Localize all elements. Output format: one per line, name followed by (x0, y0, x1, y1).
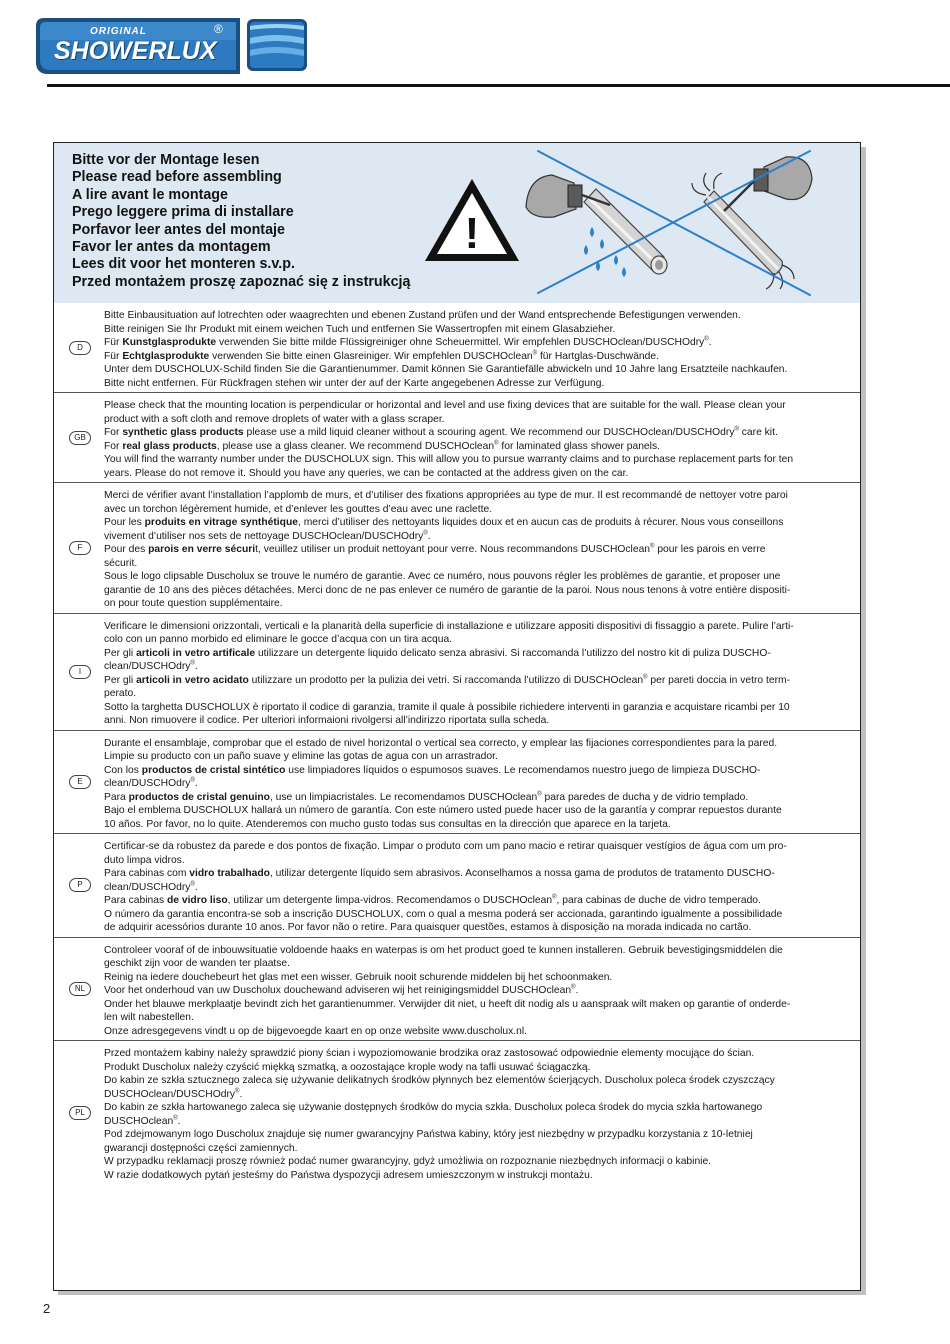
text-line (104, 1142, 848, 1156)
text-segment: . (239, 1088, 243, 1100)
bold-term: produits en vitrage synthétique (144, 517, 298, 528)
text-line (104, 597, 848, 611)
text-segment: Pod zdejmowanym logo Duscholux znajduje się numer gwarancyjny Państwa kabiny, który jest niezbędny w przypadku korzystania z 10-letniej (104, 1129, 753, 1140)
text-segment: . (194, 661, 198, 672)
text-line (104, 998, 848, 1012)
text-line (104, 867, 848, 881)
text-segment: t, veuillez utiliser un produit nettoyant pour verre. Nous recommandons DUSCHOclean (255, 544, 651, 555)
text-line (104, 467, 848, 481)
text-segment: Voor het onderhoud van uw Duscholux douchewand adviseren wij het reinigingsmiddel DUSCHOclean (104, 985, 572, 996)
text-line (104, 620, 848, 634)
text-segment: Produkt Duscholux należy czyścić miękką szmatką, a oozostające krople wody na tafli usuwać ściągaczką. (104, 1061, 591, 1073)
registered-mark: ® (190, 660, 195, 667)
registered-mark: ® (494, 440, 499, 447)
text-line (104, 336, 848, 350)
text-segment: avec un torchon légèrement humide, et d’enlever les gouttes d’eau avec une raclette. (104, 503, 493, 515)
text-segment: Pour des (104, 544, 149, 555)
text-segment: duto limpa vidros. (104, 854, 185, 866)
banner-title-en: Please read before assembling (72, 169, 282, 186)
logo-brand-text: SHOWERLUX (54, 37, 217, 65)
bold-term: Echtglasprodukte (122, 350, 210, 362)
bold-term: parois en verre sécuri (148, 544, 256, 555)
text-segment: anni. Non rimuovere il codice. Per ulteriori informaioni rivolgersi all’indirizzo riportata sulla scheda. (104, 715, 550, 726)
text-segment: O número da garantia encontra-se sob a inscrição DUSCHOLUX, com o qual a mesma poderá ser accionada, garantindo igualmente a possibilidade (104, 908, 783, 920)
text-line (104, 944, 848, 958)
text-segment: years. Please do not remove it. Should you have any queries, we can be contacted at the address given on the car. (104, 467, 629, 479)
section-pl (54, 1040, 860, 1184)
text-line (104, 777, 848, 791)
banner-title-pt: Favor ler antes da montagem (72, 239, 271, 256)
text-line (104, 854, 848, 868)
text-segment: 10 años. Por favor, no lo quite. Atenderemos con mucho gusto todas sus consultas en la dirección que aparece en la tarjeta. (104, 818, 671, 830)
language-badge: NL (69, 982, 91, 996)
text-segment: Bitte nicht entfernen. Für Rückfragen stehen wir unter der auf der Karte angegebenen Adresse zur Verfügung. (104, 377, 605, 389)
text-segment: You will find the warranty number under the DUSCHOLUX sign. This will allow you to pursue warranty claims and to purchase replacement parts for ten (104, 454, 794, 465)
logo-registered-mark: ® (214, 22, 223, 36)
text-segment: Controleer vooraf of de inbouwsituatie voldoende haaks en waterpas is om het product goed te kunnen installeren. Gebruik bevestigingsmiddelen die (104, 944, 783, 956)
text-line (104, 570, 848, 584)
language-column (54, 614, 104, 730)
bold-term: productos de cristal sintético (141, 764, 286, 776)
banner-title-fr: A lire avant le montage (72, 186, 228, 203)
bold-term: productos de cristal genuino (128, 791, 270, 803)
text-line (104, 984, 848, 998)
text-line (104, 309, 848, 323)
text-line (104, 399, 848, 413)
registered-mark: ® (571, 984, 576, 991)
cross-mark-icon (538, 151, 810, 295)
language-badge: F (69, 541, 91, 555)
language-badge: E (69, 775, 91, 789)
text-segment: W razie dodatkowych pytań jesteśmy do Państwa dyspozycji adresem umieszczonym w instrukcji montażu. (104, 1169, 593, 1181)
text-line (104, 1101, 848, 1115)
text-segment: , utilizar um detergente limpa-vidros. Recomendamos o DUSCHOclean (227, 895, 553, 906)
registered-mark: ® (643, 674, 648, 681)
registered-mark: ® (423, 530, 428, 537)
banner-title-it: Prego leggere prima di installare (72, 204, 294, 221)
text-segment: on pour toute question supplémentaire. (104, 598, 283, 609)
text-segment: vivement d’utiliser nos sets de nettoyage DUSCHOclean/DUSCHOdry (104, 530, 424, 542)
text-segment: Do kabin ze szkła sztucznego zaleca się używanie delikatnych środków płynnych bez elementów ścierjących. Duscholux poleca środek czyszczący (104, 1075, 775, 1086)
text-line (104, 1074, 848, 1088)
text-line (104, 921, 848, 935)
registered-mark: ® (235, 1088, 240, 1095)
bold-term: articoli in vetro artificale (136, 647, 256, 659)
language-column (54, 1041, 104, 1184)
text-line (104, 647, 848, 661)
text-segment: Reinig na iedere douchebeurt het glas met een wisser. Gebruik nooit schurende middelen bij het schoonmaken. (104, 971, 613, 983)
text-line (104, 633, 848, 647)
text-segment: Bajo el emblema DUSCHOLUX hallará un número de garantía. Con este número usted puede hacer uso de la garantía y comprar repuestos durante (104, 805, 782, 816)
registered-mark: ® (704, 336, 709, 343)
section-text (104, 303, 860, 392)
instructions-frame (53, 142, 861, 1291)
language-column (54, 393, 104, 482)
text-line (104, 453, 848, 467)
text-segment: Con los (104, 764, 142, 776)
text-line (104, 1011, 848, 1025)
text-segment: clean/DUSCHOdry (104, 881, 191, 893)
text-segment: Merci de vérifier avant l’installation l’applomb de murs, et d’utiliser des fixations appropriées au type de mur. Il est recommandé de nettoyer votre paroi (104, 490, 788, 501)
text-line (104, 350, 848, 364)
text-segment: For (104, 427, 123, 438)
logo-original-text: ORIGINAL (90, 26, 147, 37)
text-line (104, 737, 848, 751)
text-line (104, 957, 848, 971)
showerlux-logo (34, 16, 306, 74)
text-segment: Do kabin ze szkła hartowanego zaleca się używanie dostępnych środków do mycia szkła. Duscholux poleca środek do mycia szkła hartowanego (104, 1102, 763, 1113)
text-line (104, 894, 848, 908)
language-badge: I (69, 665, 91, 679)
text-line (104, 971, 848, 985)
bold-term: de vidro liso (166, 895, 228, 906)
text-line (104, 377, 848, 391)
text-segment: clean/DUSCHOdry (104, 778, 191, 789)
text-segment: please use a mild liquid cleaner without a scouring agent. We recommend our DUSCHOclean/DUSCHOdry (243, 427, 735, 438)
text-line (104, 791, 848, 805)
section-d (54, 303, 860, 392)
language-column (54, 483, 104, 613)
text-segment: para paredes de ducha y de vidrio templado. (541, 791, 749, 803)
text-segment: for laminated glass shower panels. (498, 440, 660, 452)
text-segment: pour les parois en verre (654, 544, 766, 555)
language-column (54, 303, 104, 392)
section-text (104, 614, 860, 730)
text-segment: für Hartglas-Duschwände. (537, 350, 659, 362)
registered-mark: ® (552, 894, 557, 901)
read-before-banner (54, 143, 860, 303)
text-line (104, 1025, 848, 1039)
text-segment: Verificare le dimensioni orizzontali, verticali e la planarità della superficie di installazione e utilizzare appositi dispositivi di fissaggio a parete. Pulire l’arti- (104, 620, 794, 632)
text-segment: Per gli (104, 647, 137, 659)
text-line (104, 413, 848, 427)
text-segment: Onder het blauwe merkplaatje bevindt zich het garantienummer. Verwijder dit niet, u heeft dit nodig als u aanspraak wilt maken op garantie of onderde- (104, 998, 791, 1010)
text-segment: , use un limpiacristales. Le recomendamos DUSCHOclean (269, 791, 538, 803)
text-segment: geschikt zijn voor de wanden ter plaatse. (104, 958, 291, 969)
text-segment: . (708, 337, 712, 348)
header-rule (47, 84, 950, 87)
text-segment: len wilt nabestellen. (104, 1012, 194, 1023)
text-line (104, 840, 848, 854)
text-line (104, 489, 848, 503)
text-segment: Unter dem DUSCHOLUX-Schild finden Sie die Garantienummer. Damit können Sie Garantiefälle abwickeln und 10 Jahre lang Ersatzteile nachkaufen. (104, 364, 788, 375)
text-line (104, 530, 848, 544)
text-segment: Onze adresgegevens vindt u op de bijgevoegde kaart en op onze website www.duscholux.nl. (104, 1025, 528, 1037)
drill-right-icon (724, 157, 812, 211)
text-segment: , para cabinas de duche de vidro temperado. (556, 895, 761, 906)
banner-title-de: Bitte vor der Montage lesen (72, 152, 260, 168)
bold-term: real glass products (122, 440, 217, 452)
section-p (54, 833, 860, 937)
text-segment: , please use a glass cleaner. We recommend DUSCHOclean (216, 440, 495, 452)
registered-mark: ® (532, 350, 538, 357)
text-segment: Für (104, 337, 123, 348)
text-segment: , merci d’utiliser des nettoyants liquides doux et en aucun cas de produits à récurer. Nous vous conseillons (297, 517, 784, 528)
text-line (104, 323, 848, 337)
page-number: 2 (43, 1301, 51, 1316)
text-segment: . (575, 985, 579, 996)
language-column (54, 834, 104, 937)
text-segment: utilizzare un prodotto per la pulizia dei vetri. Si raccomanda l’utilizzo di DUSCHOclean (248, 674, 644, 686)
registered-mark: ® (650, 543, 655, 550)
text-segment: Przed montażem kabiny należy sprawdzić piony ścian i wypoziomowanie brodzika oraz zastosować odpowiednie elementy mocujące do ścian. (104, 1048, 755, 1059)
text-segment: verwenden Sie bitte milde Flüssigreiniger ohne Scheuermittel. Wir empfehlen DUSCHOclean/DUSCHOdry (216, 337, 705, 348)
text-segment: use limpiadores líquidos o espumosos suaves. Le recomendamos nuestro juego de limpieza DUSCHO- (285, 764, 761, 776)
text-segment: Pour les (104, 517, 145, 528)
text-line (104, 701, 848, 715)
section-nl (54, 937, 860, 1041)
text-line (104, 674, 848, 688)
section-text (104, 393, 860, 482)
language-badge: P (69, 878, 91, 892)
text-segment: . (194, 778, 198, 789)
text-segment: Per gli (104, 674, 137, 686)
banner-title-pl: Przed montażem proszę zapoznać się z instrukcją (72, 273, 411, 290)
text-line (104, 440, 848, 454)
bold-term: synthetic glass products (122, 427, 244, 438)
text-segment: de adquirir acessórios durante 10 anos. Por favor não o retire. Para quaisquer questões, estamos à disposição na morada indicada no cartão. (104, 922, 752, 933)
text-line (104, 1088, 848, 1102)
section-e (54, 730, 860, 834)
text-segment: Please check that the mounting location is perpendicular or horizontal and level and use fixing devices that are suitable for the wall. Please clean your (104, 400, 786, 411)
text-line (104, 426, 848, 440)
text-segment: . (177, 1115, 181, 1127)
text-segment: Bitte reinigen Sie Ihr Produkt mit einem weichen Tuch und entfernen Sie Wassertropfen mit einem Glasabzieher. (104, 323, 616, 335)
text-line (104, 714, 848, 728)
text-segment: Für (104, 350, 123, 362)
text-segment: W przypadku reklamacji proszę również podać numer gwarancyjny, gdyż umożliwia on rozpoznanie niezbędnych informacji o kabinie. (104, 1156, 712, 1167)
text-line (104, 687, 848, 701)
registered-mark: ® (190, 881, 195, 888)
text-line (104, 1061, 848, 1075)
section-text (104, 483, 860, 613)
language-column (54, 938, 104, 1041)
text-segment: colo con un panno morbido ed eliminare le gocce d’acqua con un tira acqua. (104, 634, 453, 645)
text-line (104, 1128, 848, 1142)
text-line (104, 557, 848, 571)
text-segment: Para cabinas (104, 895, 167, 906)
language-column (54, 731, 104, 834)
section-gb (54, 392, 860, 482)
language-badge: PL (69, 1106, 91, 1120)
section-text (104, 731, 860, 834)
text-line (104, 804, 848, 818)
text-line (104, 750, 848, 764)
registered-mark: ® (537, 791, 542, 798)
text-line (104, 543, 848, 557)
text-segment: care kit. (738, 427, 778, 438)
section-text (104, 1041, 860, 1184)
text-segment: Limpie su producto con un paño suave y elimine las gotas de agua con un arrastrador. (104, 751, 498, 762)
text-line (104, 363, 848, 377)
text-segment: Durante el ensamblaje, comprobar que el estado de nivel horizontal o vertical sea correcto, y emplear las fijaciones correspondientes para la pared. (104, 737, 778, 749)
text-line (104, 1047, 848, 1061)
text-segment: . (194, 881, 198, 893)
language-sections (54, 303, 860, 1184)
crossed-drill-icon (524, 147, 814, 297)
bold-term: Kunstglasprodukte (122, 337, 217, 348)
language-badge: GB (69, 431, 91, 445)
registered-mark: ® (190, 777, 195, 784)
text-segment: DUSCHOclean (104, 1115, 174, 1127)
registered-mark: ® (734, 426, 739, 433)
logo-wave-icon (246, 18, 308, 72)
registered-mark: ® (173, 1115, 178, 1122)
text-line (104, 881, 848, 895)
text-segment: garantie de 10 ans des pièces détachées. Merci donc de ne pas enlever ce numéro de garantie de la paroi. Nous nous tenons à votre entière dispositi- (104, 584, 791, 596)
text-line (104, 1169, 848, 1183)
text-line (104, 503, 848, 517)
section-text (104, 834, 860, 937)
text-segment: product with a soft cloth and remove droplets of water with a glass scraper. (104, 413, 445, 425)
text-line (104, 1155, 848, 1169)
text-line (104, 908, 848, 922)
text-segment: , utilizar detergente líquido sem abrasivos. Aconselhamos a nossa gama de produtos de tratamento DUSCHO- (269, 868, 775, 879)
text-segment: per pareti doccia in vetro term- (647, 674, 791, 686)
warning-symbol: ! (464, 209, 480, 258)
warning-triangle-icon (422, 175, 522, 265)
text-segment: sécurit. (104, 557, 138, 569)
text-line (104, 660, 848, 674)
language-badge: D (69, 341, 91, 355)
banner-titles (72, 152, 410, 291)
section-i (54, 613, 860, 730)
text-segment: DUSCHOclean/DUSCHOdry (104, 1088, 236, 1100)
section-f (54, 482, 860, 613)
text-segment: clean/DUSCHOdry (104, 661, 191, 672)
section-text (104, 938, 860, 1041)
text-segment: For (104, 440, 123, 452)
text-segment: perato. (104, 688, 137, 699)
text-segment: gwarancji dostępności części zamiennych. (104, 1142, 298, 1154)
text-segment: utilizzare un detergente liquido delicato senza abrasivi. Si raccomanda l’utilizzo del nostro kit di puliza DUSCHO- (255, 647, 771, 659)
text-line (104, 584, 848, 598)
text-line (104, 818, 848, 832)
banner-title-nl: Lees dit voor het monteren s.v.p. (72, 256, 295, 273)
text-line (104, 1115, 848, 1129)
text-line (104, 764, 848, 778)
text-line (104, 516, 848, 530)
text-segment: Certificar-se da robustez da parede e dos pontos de fixação. Limpar o produto com um pano macio e retirar quaisquer vestígios de água com um pro- (104, 841, 787, 852)
text-segment: Para cabinas com (104, 868, 190, 879)
text-segment: Sotto la targhetta DUSCHOLUX è riportato il codice di garanzia, tramite il quale à possibile richiedere interventi in garanzia e acquistare ricambi per 10 (104, 701, 790, 713)
text-segment: . (427, 530, 431, 542)
text-segment: Bitte Einbausituation auf lotrechten oder waagrechten und ebenen Zustand prüfen und der Wand entsprechende Befestigungen verwenden. (104, 310, 741, 321)
text-segment: Para (104, 791, 129, 803)
text-segment: Sous le logo clipsable Duscholux se trouve le numéro de garantie. Avec ce numéro, nous pouvons régler les problèmes de garantie, et proposer une (104, 571, 781, 582)
bold-term: articoli in vetro acidato (136, 674, 249, 686)
banner-title-es: Porfavor leer antes del montaje (72, 221, 285, 238)
text-segment: verwenden Sie bitte einen Glasreiniger. Wir empfehlen DUSCHOclean (209, 350, 533, 362)
bold-term: vidro trabalhado (189, 868, 270, 879)
